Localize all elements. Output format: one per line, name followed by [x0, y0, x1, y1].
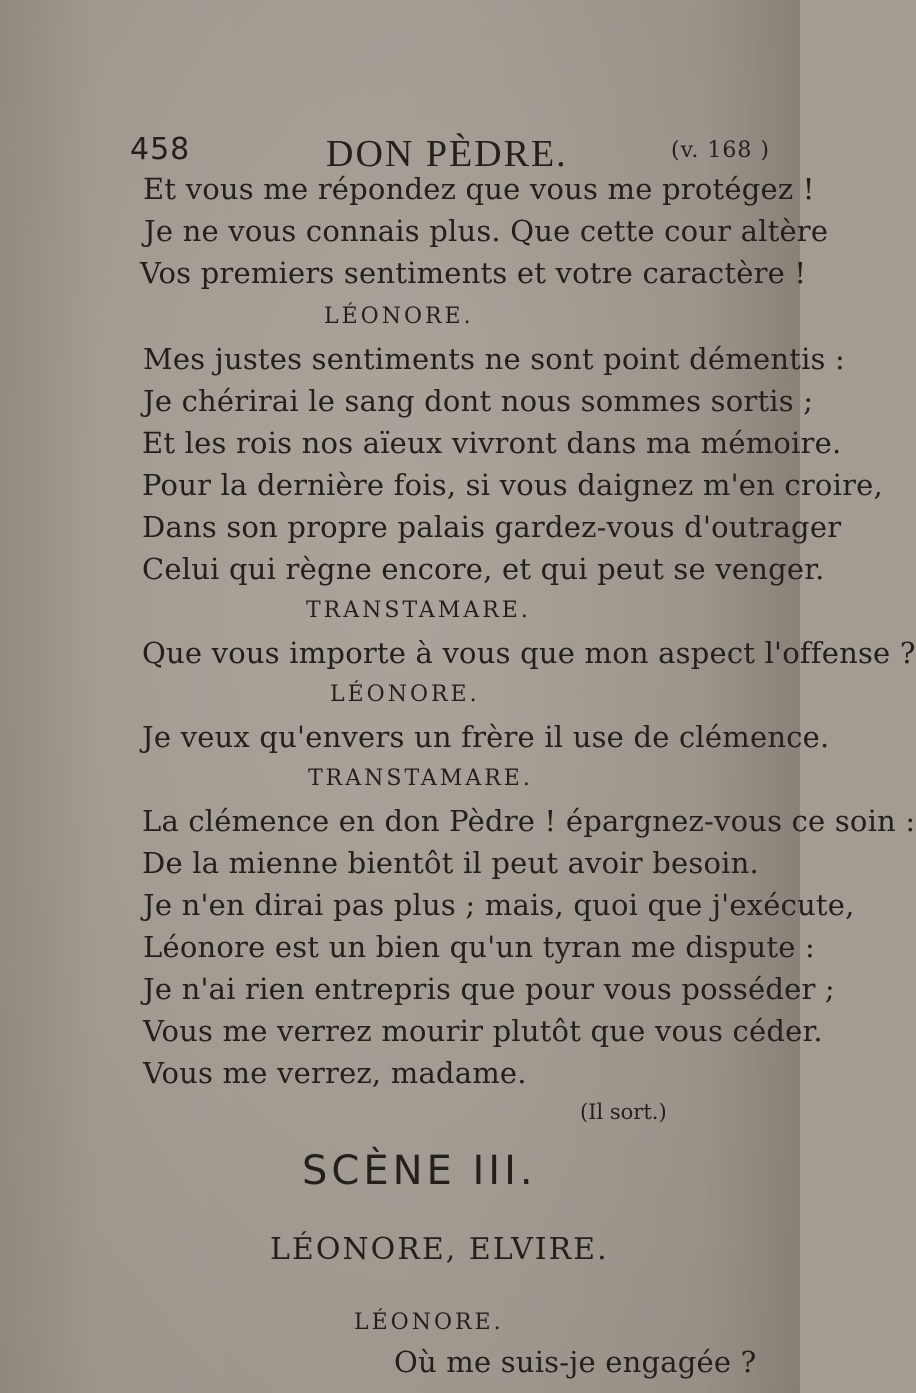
verse-line: De la mienne bientôt il peut avoir besoin. — [142, 846, 759, 880]
verse-line: Et vous me répondez que vous me protégez ! — [143, 172, 815, 206]
running-title: DON PÈDRE. — [326, 133, 568, 175]
verse-line: La clémence en don Pèdre ! épargnez-vous ce soin : — [142, 804, 916, 838]
verse-line: Je veux qu'envers un frère il use de clémence. — [142, 720, 830, 754]
verse-line: Celui qui règne encore, et qui peut se venger. — [142, 552, 825, 586]
speaker-name: TRANSTAMARE. — [308, 766, 533, 791]
speaker-name: LÉONORE. — [354, 1310, 504, 1335]
verse-line: Vous me verrez, madame. — [143, 1056, 527, 1090]
verse-line: Pour la dernière fois, si vous daignez m'en croire, — [142, 468, 883, 502]
speaker-name: LÉONORE. — [324, 304, 474, 329]
verse-line: Vous me verrez mourir plutôt que vous céder. — [143, 1014, 823, 1048]
verse-reference: (v. 168 ) — [671, 138, 770, 163]
verse-line: Je ne vous connais plus. Que cette cour altère — [144, 214, 829, 248]
speaker-name: TRANSTAMARE. — [306, 598, 531, 623]
scene-title: SCÈNE III. — [302, 1148, 537, 1194]
page-number: 458 — [130, 132, 191, 167]
verse-line: Je n'en dirai pas plus ; mais, quoi que j'exécute, — [143, 888, 855, 922]
stage-direction: (Il sort.) — [580, 1100, 667, 1124]
speaker-name: LÉONORE. — [330, 682, 480, 707]
verse-line: Léonore est un bien qu'un tyran me dispute : — [143, 930, 815, 964]
verse-line: Mes justes sentiments ne sont point démentis : — [143, 342, 846, 376]
verse-line: Que vous importe à vous que mon aspect l'offense ? — [142, 636, 916, 670]
verse-line: Je chérirai le sang dont nous sommes sortis ; — [143, 384, 814, 418]
verse-line: Je n'ai rien entrepris que pour vous posséder ; — [143, 972, 835, 1006]
scene-characters: LÉONORE, ELVIRE. — [270, 1232, 609, 1267]
verse-line: Et les rois nos aïeux vivront dans ma mémoire. — [142, 426, 842, 460]
verse-line: Dans son propre palais gardez-vous d'outrager — [142, 510, 842, 544]
verse-line: Où me suis-je engagée ? — [394, 1345, 757, 1379]
verse-line: Vos premiers sentiments et votre caractère ! — [140, 256, 807, 290]
